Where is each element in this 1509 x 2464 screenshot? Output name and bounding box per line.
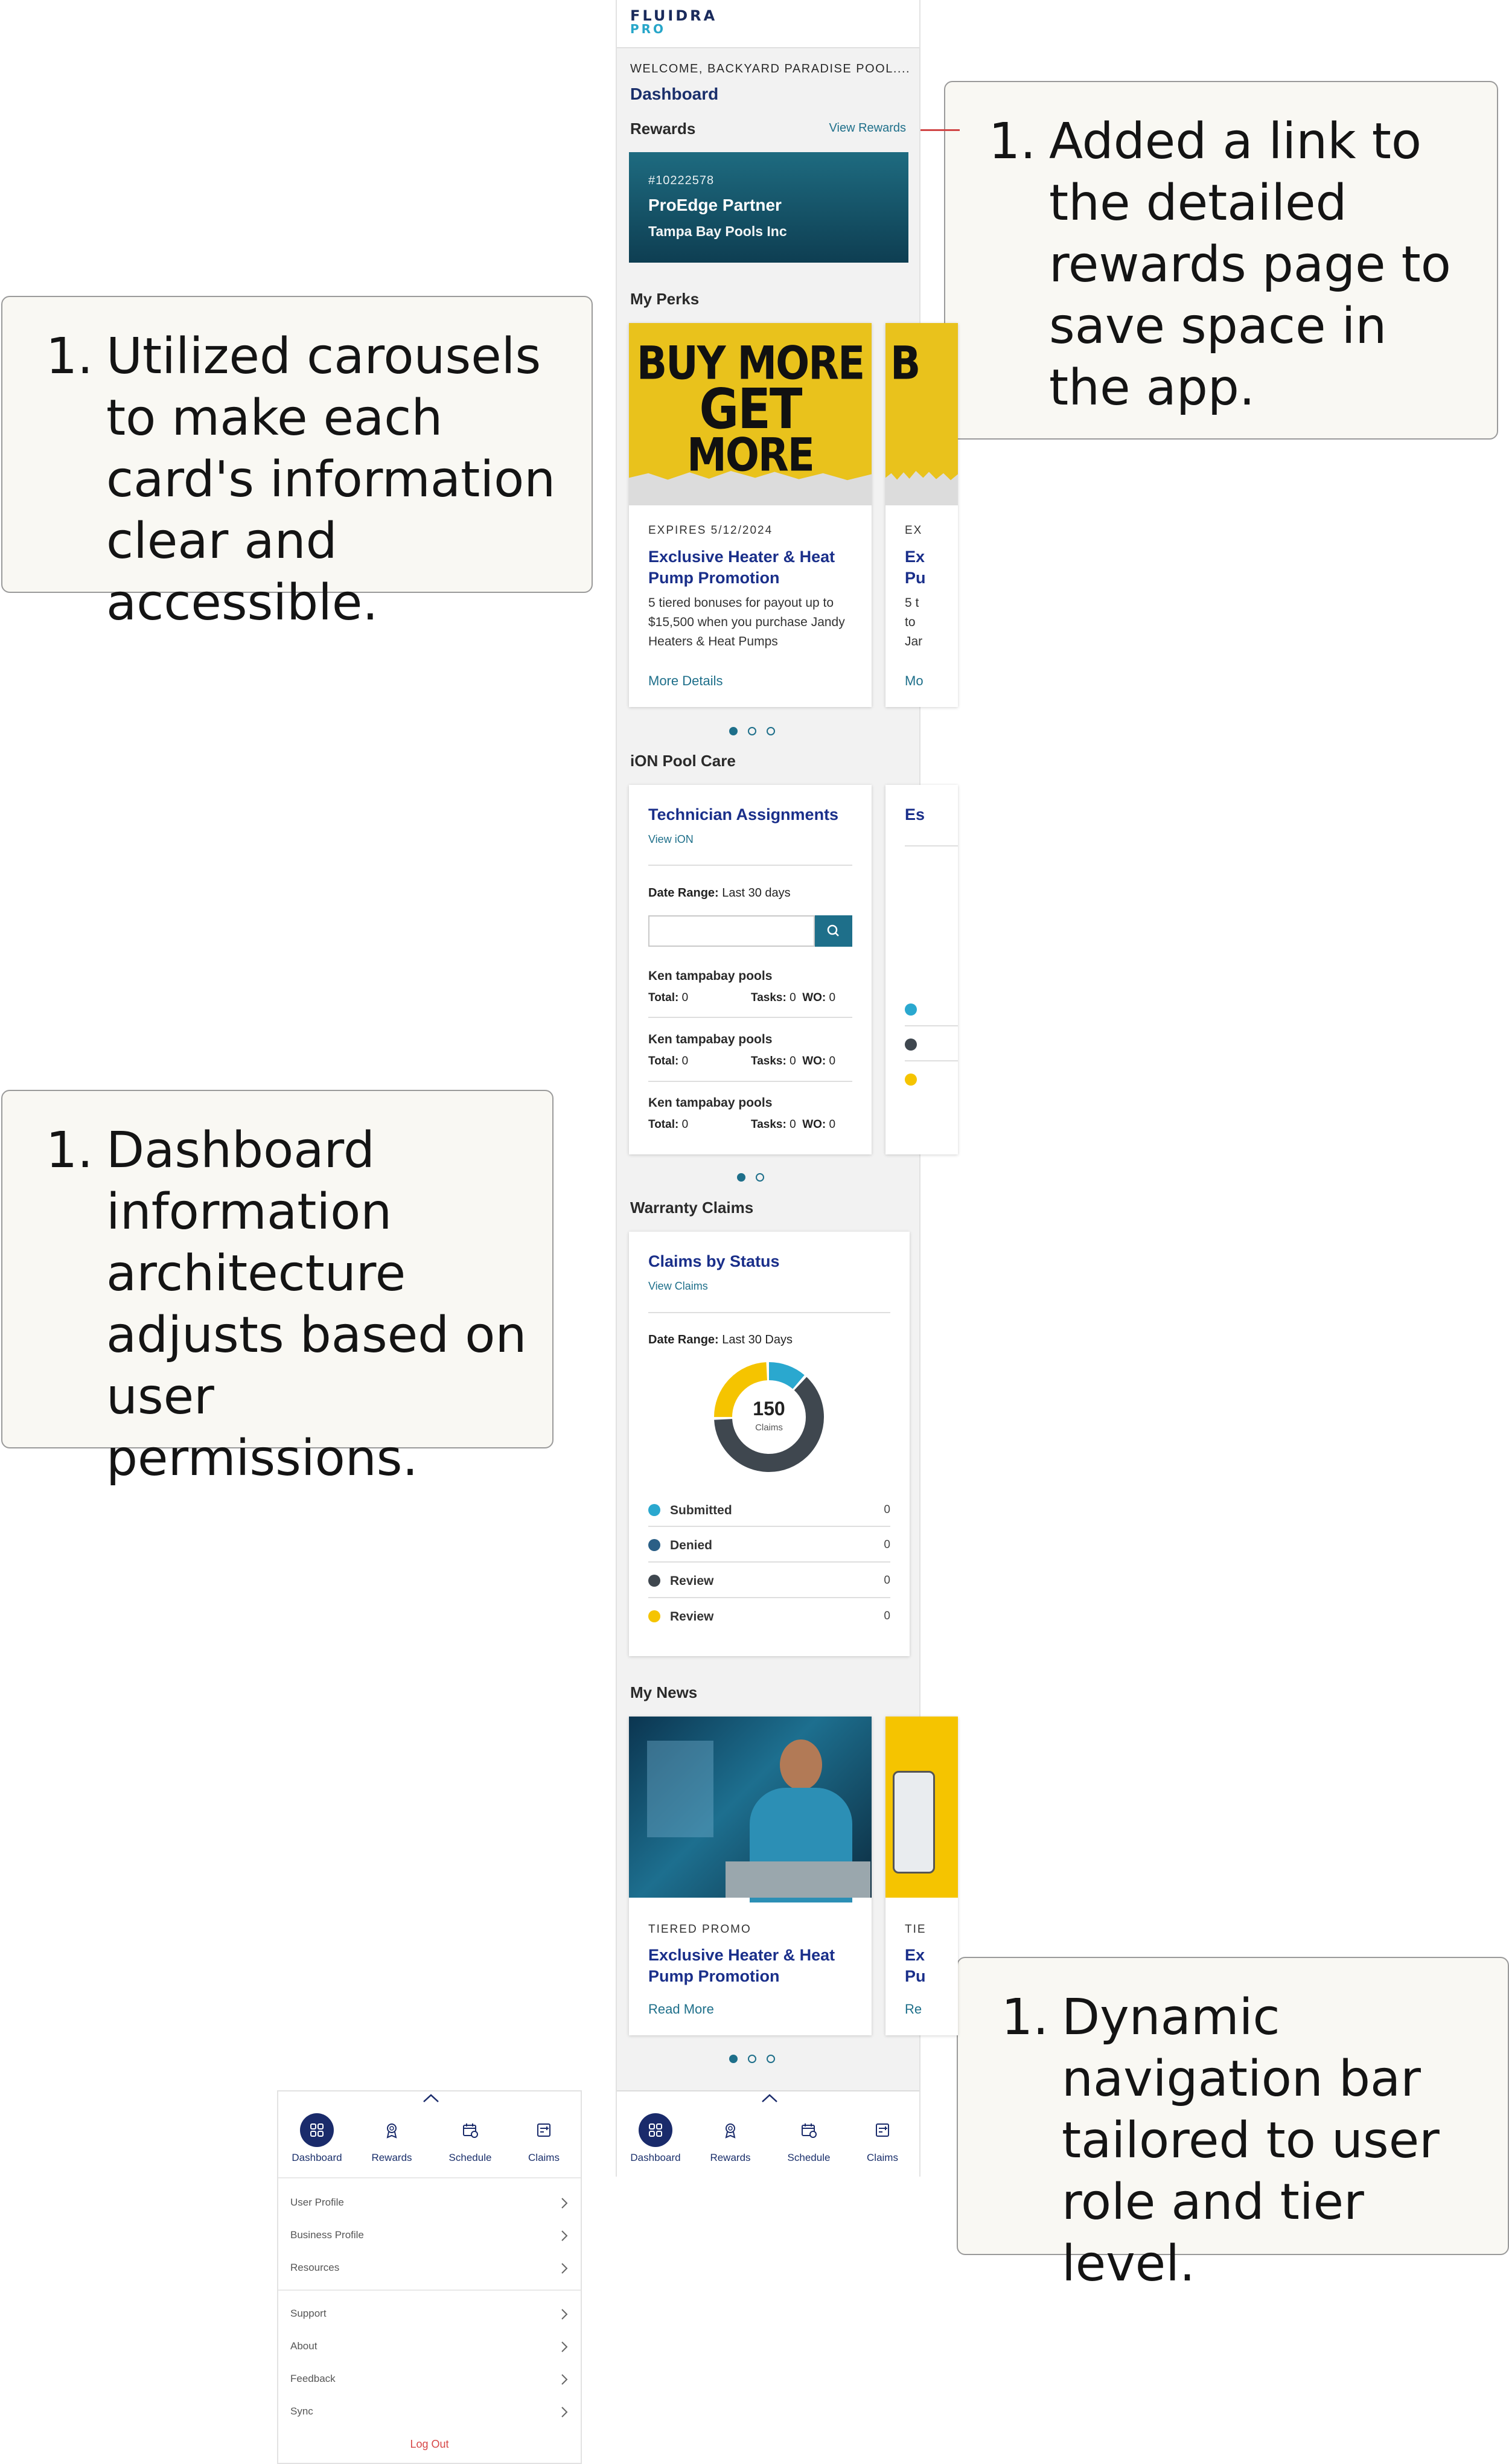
nav-schedule[interactable]: [779, 2113, 839, 2164]
carousel-dot[interactable]: [767, 727, 775, 735]
menu-label: Resources: [290, 2262, 340, 2273]
technician-assignments-card: [629, 785, 872, 1154]
calendar-clock-icon: [453, 2113, 487, 2147]
technician-search-input[interactable]: [648, 915, 815, 947]
news-card-peek[interactable]: [885, 1717, 958, 2035]
company-name: Tampa Bay Pools Inc: [648, 223, 787, 239]
annotation-number: 1.: [46, 1122, 94, 1179]
news-carousel-dots[interactable]: [729, 2055, 785, 2064]
technician-stats: Total: 0 Tasks: 0 WO: 0: [648, 1118, 836, 1131]
news-image-man-at-laptop: [629, 1717, 872, 1898]
chevron-right-icon: [560, 2229, 569, 2242]
status-row-review: [648, 1569, 890, 1593]
carousel-dot[interactable]: [756, 1173, 764, 1182]
perk-card[interactable]: [629, 323, 872, 707]
technician-name: Ken tampabay pools: [648, 969, 773, 983]
grid-icon: [300, 2113, 334, 2147]
divider: [905, 1060, 958, 1061]
nav-claims[interactable]: [852, 2113, 913, 2164]
phone-screen: [616, 0, 927, 2177]
menu-label: Sync: [290, 2405, 313, 2417]
news-card[interactable]: [629, 1717, 872, 2035]
status-row-review-2: [648, 1605, 890, 1629]
menu-about[interactable]: [290, 2340, 569, 2364]
nav-rewards[interactable]: [700, 2113, 761, 2164]
warranty-section-title: Warranty Claims: [630, 1198, 754, 1217]
menu-support[interactable]: [290, 2308, 569, 2332]
grid-icon: [639, 2113, 672, 2147]
annotation-text: Utilized carousels to make each card's information clear and accessible.: [106, 328, 556, 632]
menu-label: User Profile: [290, 2197, 344, 2208]
page-title: Dashboard: [630, 85, 719, 103]
claims-icon: [527, 2113, 561, 2147]
search-button[interactable]: [815, 915, 852, 947]
nav-schedule[interactable]: [440, 2113, 500, 2164]
date-range-value: Last 30 Days: [722, 1333, 793, 1346]
date-range-label: Date Range: Last 30 Days: [648, 1333, 793, 1346]
divider: [648, 1017, 852, 1018]
menu-user-profile[interactable]: [290, 2197, 569, 2221]
menu-label: Support: [290, 2308, 327, 2319]
menu-business-profile[interactable]: [290, 2229, 569, 2253]
divider: [648, 1561, 890, 1563]
phone-device-shape: [893, 1771, 935, 1874]
annotation-number: 1.: [1001, 1989, 1049, 2046]
welcome-text: WELCOME, BACKYARD PARADISE POOL....: [630, 62, 911, 75]
technician-name: Ken tampabay pools: [648, 1032, 773, 1046]
date-range-label: Date Range: Last 30 days: [648, 886, 791, 900]
status-value: 0: [884, 1503, 890, 1516]
chevron-right-icon: [560, 2340, 569, 2354]
perk-title-peek: Ex Pu: [905, 548, 926, 587]
person-head-shape: [780, 1739, 822, 1790]
annotation-carousels: [1, 296, 593, 632]
perks-carousel-dots[interactable]: [729, 727, 785, 737]
divider: [905, 845, 958, 846]
menu-label: Feedback: [290, 2373, 336, 2384]
divider: [278, 2177, 581, 2178]
status-swatch: [648, 1504, 660, 1516]
promo-image-text-1: BUY MORE: [636, 336, 864, 390]
nav-dashboard[interactable]: [287, 2113, 347, 2164]
nav-label: Claims: [528, 2152, 560, 2163]
legend-swatch: [905, 1038, 917, 1051]
claims-total-label: Claims: [755, 1422, 783, 1433]
claims-total: 150: [753, 1398, 785, 1419]
buy-more-get-more-image: [629, 323, 872, 505]
news-tag: TIERED PROMO: [648, 1923, 751, 1936]
divider: [648, 865, 852, 866]
read-more-link-peek[interactable]: Re: [905, 2002, 922, 2017]
status-row-denied: [648, 1534, 890, 1558]
monitor-shape: [647, 1741, 713, 1837]
nav-label: Rewards: [371, 2152, 412, 2163]
perk-card-peek[interactable]: [885, 323, 958, 707]
annotation-number: 1.: [46, 328, 94, 385]
annotation-navigation: [957, 1957, 1509, 2293]
promo-image-peek: [885, 323, 958, 505]
date-range-value: Last 30 days: [722, 886, 791, 900]
annotation-rewards-link: [944, 81, 1498, 440]
technician-card-title: Technician Assignments: [648, 805, 839, 824]
award-icon: [713, 2113, 747, 2147]
more-details-link-peek[interactable]: Mo: [905, 673, 924, 688]
status-swatch: [648, 1610, 660, 1622]
perk-description: 5 tiered bonuses for payout up to $15,500 when you purchase Jandy Heaters & Heat Pumps: [648, 596, 845, 648]
nav-label: Claims: [867, 2152, 898, 2163]
pro-logo-text: PRO: [630, 22, 666, 36]
chevron-right-icon: [560, 2197, 569, 2210]
status-name: Denied: [670, 1538, 713, 1552]
logout-button[interactable]: Log Out: [410, 2438, 449, 2450]
expiry-date-peek: EX: [905, 524, 923, 537]
more-details-link[interactable]: More Details: [648, 673, 723, 688]
nav-label: Schedule: [787, 2152, 831, 2163]
perk-description-peek: 5 t to Jar: [905, 596, 923, 648]
torn-paper-edge: [885, 459, 958, 505]
claims-card-title: Claims by Status: [648, 1252, 780, 1270]
view-claims-link[interactable]: View Claims: [648, 1280, 708, 1292]
technician-stats: Total: 0 Tasks: 0 WO: 0: [648, 1055, 836, 1067]
ion-card-peek-title: Es: [905, 805, 925, 824]
menu-label: Business Profile: [290, 2229, 364, 2241]
technician-name: Ken tampabay pools: [648, 1096, 773, 1110]
expiry-date: EXPIRES 5/12/2024: [648, 524, 773, 537]
read-more-link[interactable]: Read More: [648, 2002, 714, 2017]
news-title-peek: Ex Pu: [905, 1946, 926, 1985]
promo-image-text-peek: B: [890, 336, 920, 390]
search-icon: [815, 915, 852, 947]
perk-title: Exclusive Heater & Heat Pump Promotion: [648, 548, 835, 587]
annotation-text: Dashboard information architecture adjusts based on user permissions.: [106, 1122, 527, 1487]
expanded-navigation-menu: [277, 2090, 582, 2464]
promo-image-text-2: GET: [699, 377, 802, 441]
calendar-clock-icon: [792, 2113, 826, 2147]
legend-swatch: [905, 1074, 917, 1086]
claims-icon: [866, 2113, 899, 2147]
carousel-dot[interactable]: [729, 2055, 738, 2063]
menu-feedback[interactable]: [290, 2373, 569, 2397]
ion-carousel-dots[interactable]: [737, 1173, 774, 1183]
view-ion-link[interactable]: View iON: [648, 833, 694, 845]
nav-label: Schedule: [448, 2152, 492, 2163]
view-rewards-link[interactable]: View Rewards: [829, 121, 906, 135]
chevron-right-icon: [560, 2262, 569, 2275]
news-section-title: My News: [630, 1683, 698, 1701]
ion-card-peek[interactable]: [885, 785, 958, 1154]
nav-label: Dashboard: [292, 2152, 342, 2163]
carousel-dot[interactable]: [729, 727, 738, 735]
divider: [905, 1025, 958, 1026]
carousel-dot[interactable]: [748, 2055, 756, 2063]
legend-swatch: [905, 1003, 917, 1016]
divider: [278, 2290, 581, 2291]
nav-claims[interactable]: [514, 2113, 574, 2164]
news-tag-peek: TIE: [905, 1923, 927, 1936]
divider: [648, 1526, 890, 1527]
divider: [648, 1597, 890, 1598]
ion-section-title: iON Pool Care: [630, 752, 736, 770]
divider: [648, 1312, 890, 1313]
status-name: Submitted: [670, 1503, 732, 1517]
chevron-up-icon[interactable]: [421, 2093, 441, 2104]
technician-stats: Total: 0 Tasks: 0 WO: 0: [648, 991, 836, 1004]
status-swatch: [648, 1575, 660, 1587]
annotation-number: 1.: [989, 113, 1036, 170]
status-value: 0: [884, 1610, 890, 1622]
annotation-text: Added a link to the detailed rewards page to save space in the app.: [1049, 113, 1451, 417]
menu-resources[interactable]: [290, 2262, 569, 2286]
status-value: 0: [884, 1574, 890, 1587]
divider: [648, 1081, 852, 1082]
status-swatch: [648, 1539, 660, 1551]
nav-rewards[interactable]: [362, 2113, 422, 2164]
menu-sync[interactable]: [290, 2405, 569, 2430]
menu-label: About: [290, 2340, 317, 2352]
annotation-text: Dynamic navigation bar tailored to user role and tier level.: [1062, 1989, 1440, 2293]
status-row-submitted: [648, 1499, 890, 1523]
rewards-section-title: Rewards: [630, 120, 696, 138]
claims-by-status-card: [629, 1232, 910, 1656]
nav-label: Rewards: [710, 2152, 751, 2163]
perks-section-title: My Perks: [630, 290, 700, 308]
rewards-card[interactable]: [629, 152, 908, 263]
carousel-dot[interactable]: [767, 2055, 775, 2063]
carousel-dot[interactable]: [748, 727, 756, 735]
award-icon: [375, 2113, 409, 2147]
member-id: #10222578: [648, 174, 715, 187]
promo-image-text-3: MORE: [687, 428, 814, 482]
nav-label: Dashboard: [630, 2152, 681, 2163]
news-title: Exclusive Heater & Heat Pump Promotion: [648, 1946, 835, 1985]
app-header: [617, 0, 919, 48]
tier-name: ProEdge Partner: [648, 196, 782, 214]
carousel-dot[interactable]: [737, 1173, 745, 1182]
status-name: Review: [670, 1574, 714, 1588]
chevron-up-icon[interactable]: [760, 2093, 779, 2104]
status-name: Review: [670, 1610, 714, 1624]
status-value: 0: [884, 1538, 890, 1551]
chevron-right-icon: [560, 2405, 569, 2419]
fluidra-logo[interactable]: FLUIDRA: [630, 7, 718, 24]
chevron-right-icon: [560, 2373, 569, 2386]
annotation-permissions: [1, 1090, 554, 1487]
chevron-right-icon: [560, 2308, 569, 2321]
bottom-navigation: [617, 2090, 919, 2177]
laptop-shape: [726, 1861, 870, 1898]
news-image-peek: [885, 1717, 958, 1898]
nav-dashboard[interactable]: [625, 2113, 686, 2164]
